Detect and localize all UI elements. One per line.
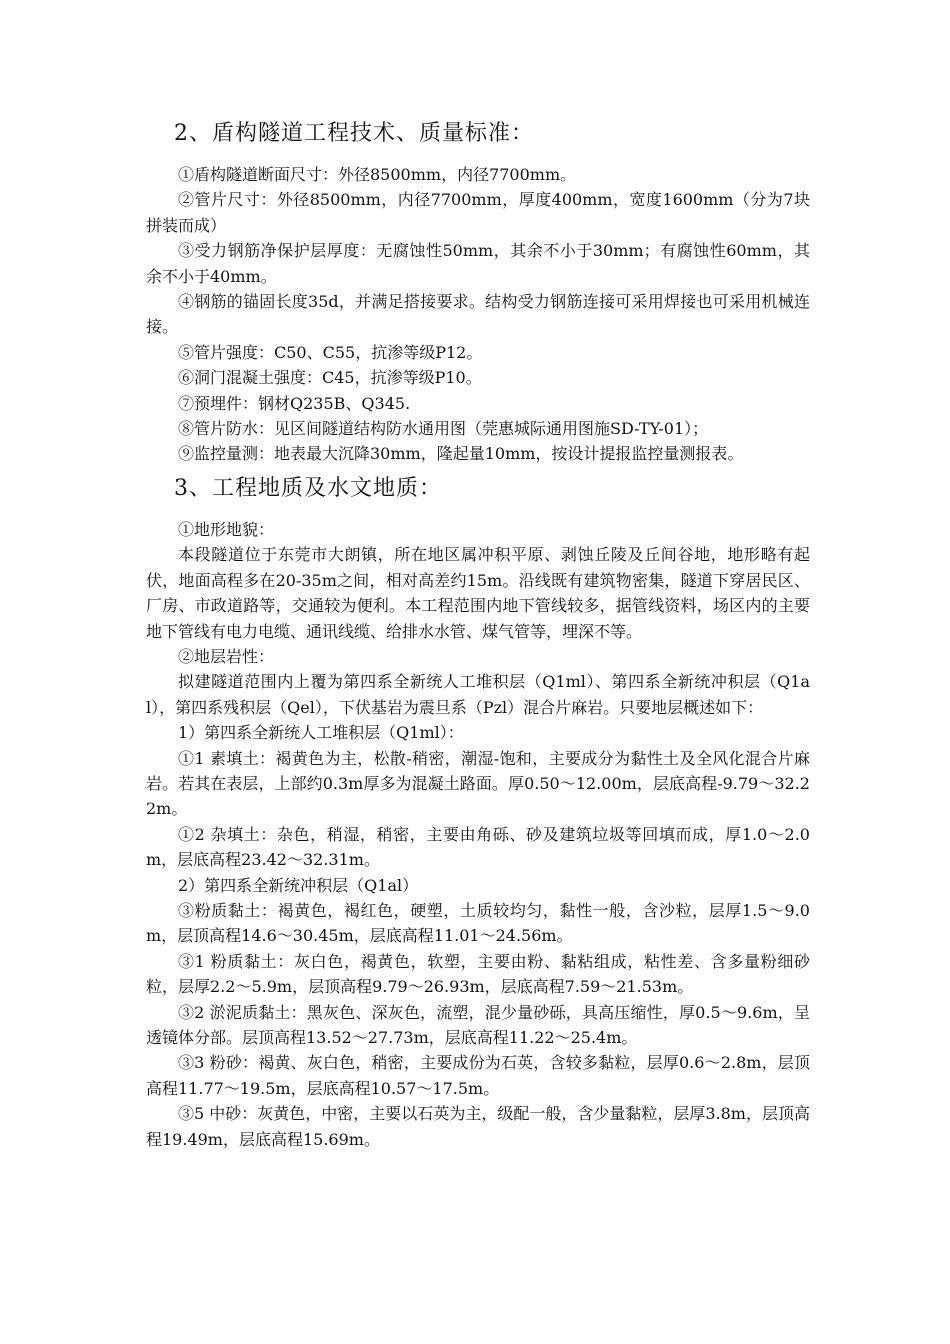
layer-description: ①2 杂填土：杂色，稍湿，稍密，主要由角砾、砂及建筑垃圾等回填而成，厚1.0～2.0m，层底高程23.42～32.31m。 (146, 824, 810, 870)
subheading-strata: ②地层岩性： (178, 646, 275, 666)
paragraph-terrain: 本段隧道位于东莞市大朗镇，所在地区属冲积平原、剥蚀丘陵及丘间谷地，地形略有起伏，地面高程多在20-35m之间，相对高差约15m。沿线既有建筑物密集，隧道下穿居民区、厂房、市政道路等，交通较为便利。本工程范围内地下管线较多，据管线资料，场区内的主要地下管线有电力电缆、通讯线缆、给排水水管、煤气管等，埋深不等。 (146, 545, 810, 641)
standard-item: ⑥洞门混凝土强度：C45，抗渗等级P10。 (178, 368, 482, 388)
layer-description: ③1 粉质黏土：灰白色，褐黄色，软塑，主要由粉、黏粘组成，粘性差、含多量粉细砂粒，层厚2.2～5.9m，层顶高程9.79～26.93m，层底高程7.59～21.53m。 (146, 951, 810, 997)
standard-item: ②管片尺寸：外径8500mm，内径7700mm，厚度400mm，宽度1600mm（分为7块拼装而成） (146, 190, 810, 235)
section-geology (146, 467, 810, 1152)
subheading-terrain: ①地形地貌： (178, 519, 275, 539)
section-heading-quality-standards: 2、盾构隧道工程技术、质量标准： (174, 121, 534, 146)
geology-paragraphs (146, 517, 810, 1152)
layer-group-heading: 2）第四系全新统冲积层（Q1al） (178, 875, 419, 895)
layer-description: ③2 淤泥质黏土：黑灰色、深灰色，流塑，混少量砂砾，具高压缩性，厚0.5～9.6m，呈透镜体分部。层顶高程13.52～27.73m，层底高程11.22～25.4m。 (146, 1002, 810, 1047)
standard-item: ⑨监控量测：地表最大沉降30mm，隆起量10mm，按设计提报监控量测报表。 (178, 444, 744, 464)
layer-description: ③5 中砂：灰黄色，中密，主要以石英为主，级配一般，含少量黏粒，层厚3.8m，层顶高程19.49m，层底高程15.69m。 (146, 1104, 810, 1149)
section-quality-standards (146, 112, 810, 467)
standard-item: ⑦预埋件：钢材Q235B、Q345. (178, 393, 411, 413)
standard-item: ⑧管片防水：见区间隧道结构防水通用图（莞惠城际通用图施SD-TY-01）； (178, 419, 709, 439)
layer-description: ③3 粉砂：褐黄、灰白色，稍密，主要成份为石英，含较多黏粒，层厚0.6～2.8m，层顶高程11.77～19.5m，层底高程10.57～17.5m。 (146, 1053, 810, 1098)
document-page (146, 112, 810, 1152)
standard-item: ③受力钢筋净保护层厚度：无腐蚀性50mm，其余不小于30mm；有腐蚀性60mm，其余不小于40mm。 (146, 241, 810, 286)
paragraph-strata: 拟建隧道范围内上覆为第四系全新统人工堆积层（Q1ml）、第四系全新统冲积层（Q1al），第四系残积层（Qel），下伏基岩为震旦系（Pzl）混合片麻岩。只要地层概述如下： (146, 672, 810, 717)
section-heading-geology: 3、工程地质及水文地质： (174, 475, 442, 501)
standards-list (146, 162, 810, 467)
standard-item: ①盾构隧道断面尺寸：外径8500mm，内径7700mm。 (178, 165, 577, 184)
layer-description: ③粉质黏土：褐黄色，褐红色，硬塑，土质较均匀，黏性一般，含沙粒，层厚1.5～9.0m，层顶高程14.6～30.45m，层底高程11.01～24.56m。 (146, 900, 810, 946)
layer-description: ①1 素填土：褐黄色为主，松散-稍密，潮湿-饱和，主要成分为黏性土及全风化混合片麻岩。若其在表层，上部约0.3m厚多为混凝土路面。厚0.50～12.00m，层底高程-9.79～32.22m。 (146, 748, 810, 819)
standard-item: ⑤管片强度：C50、C55，抗渗等级P12。 (178, 342, 483, 362)
standard-item: ④钢筋的锚固长度35d，并满足搭接要求。结构受力钢筋连接可采用焊接也可采用机械连接。 (146, 292, 810, 337)
layer-group-heading: 1）第四系全新统人工堆积层（Q1ml）： (178, 723, 464, 743)
